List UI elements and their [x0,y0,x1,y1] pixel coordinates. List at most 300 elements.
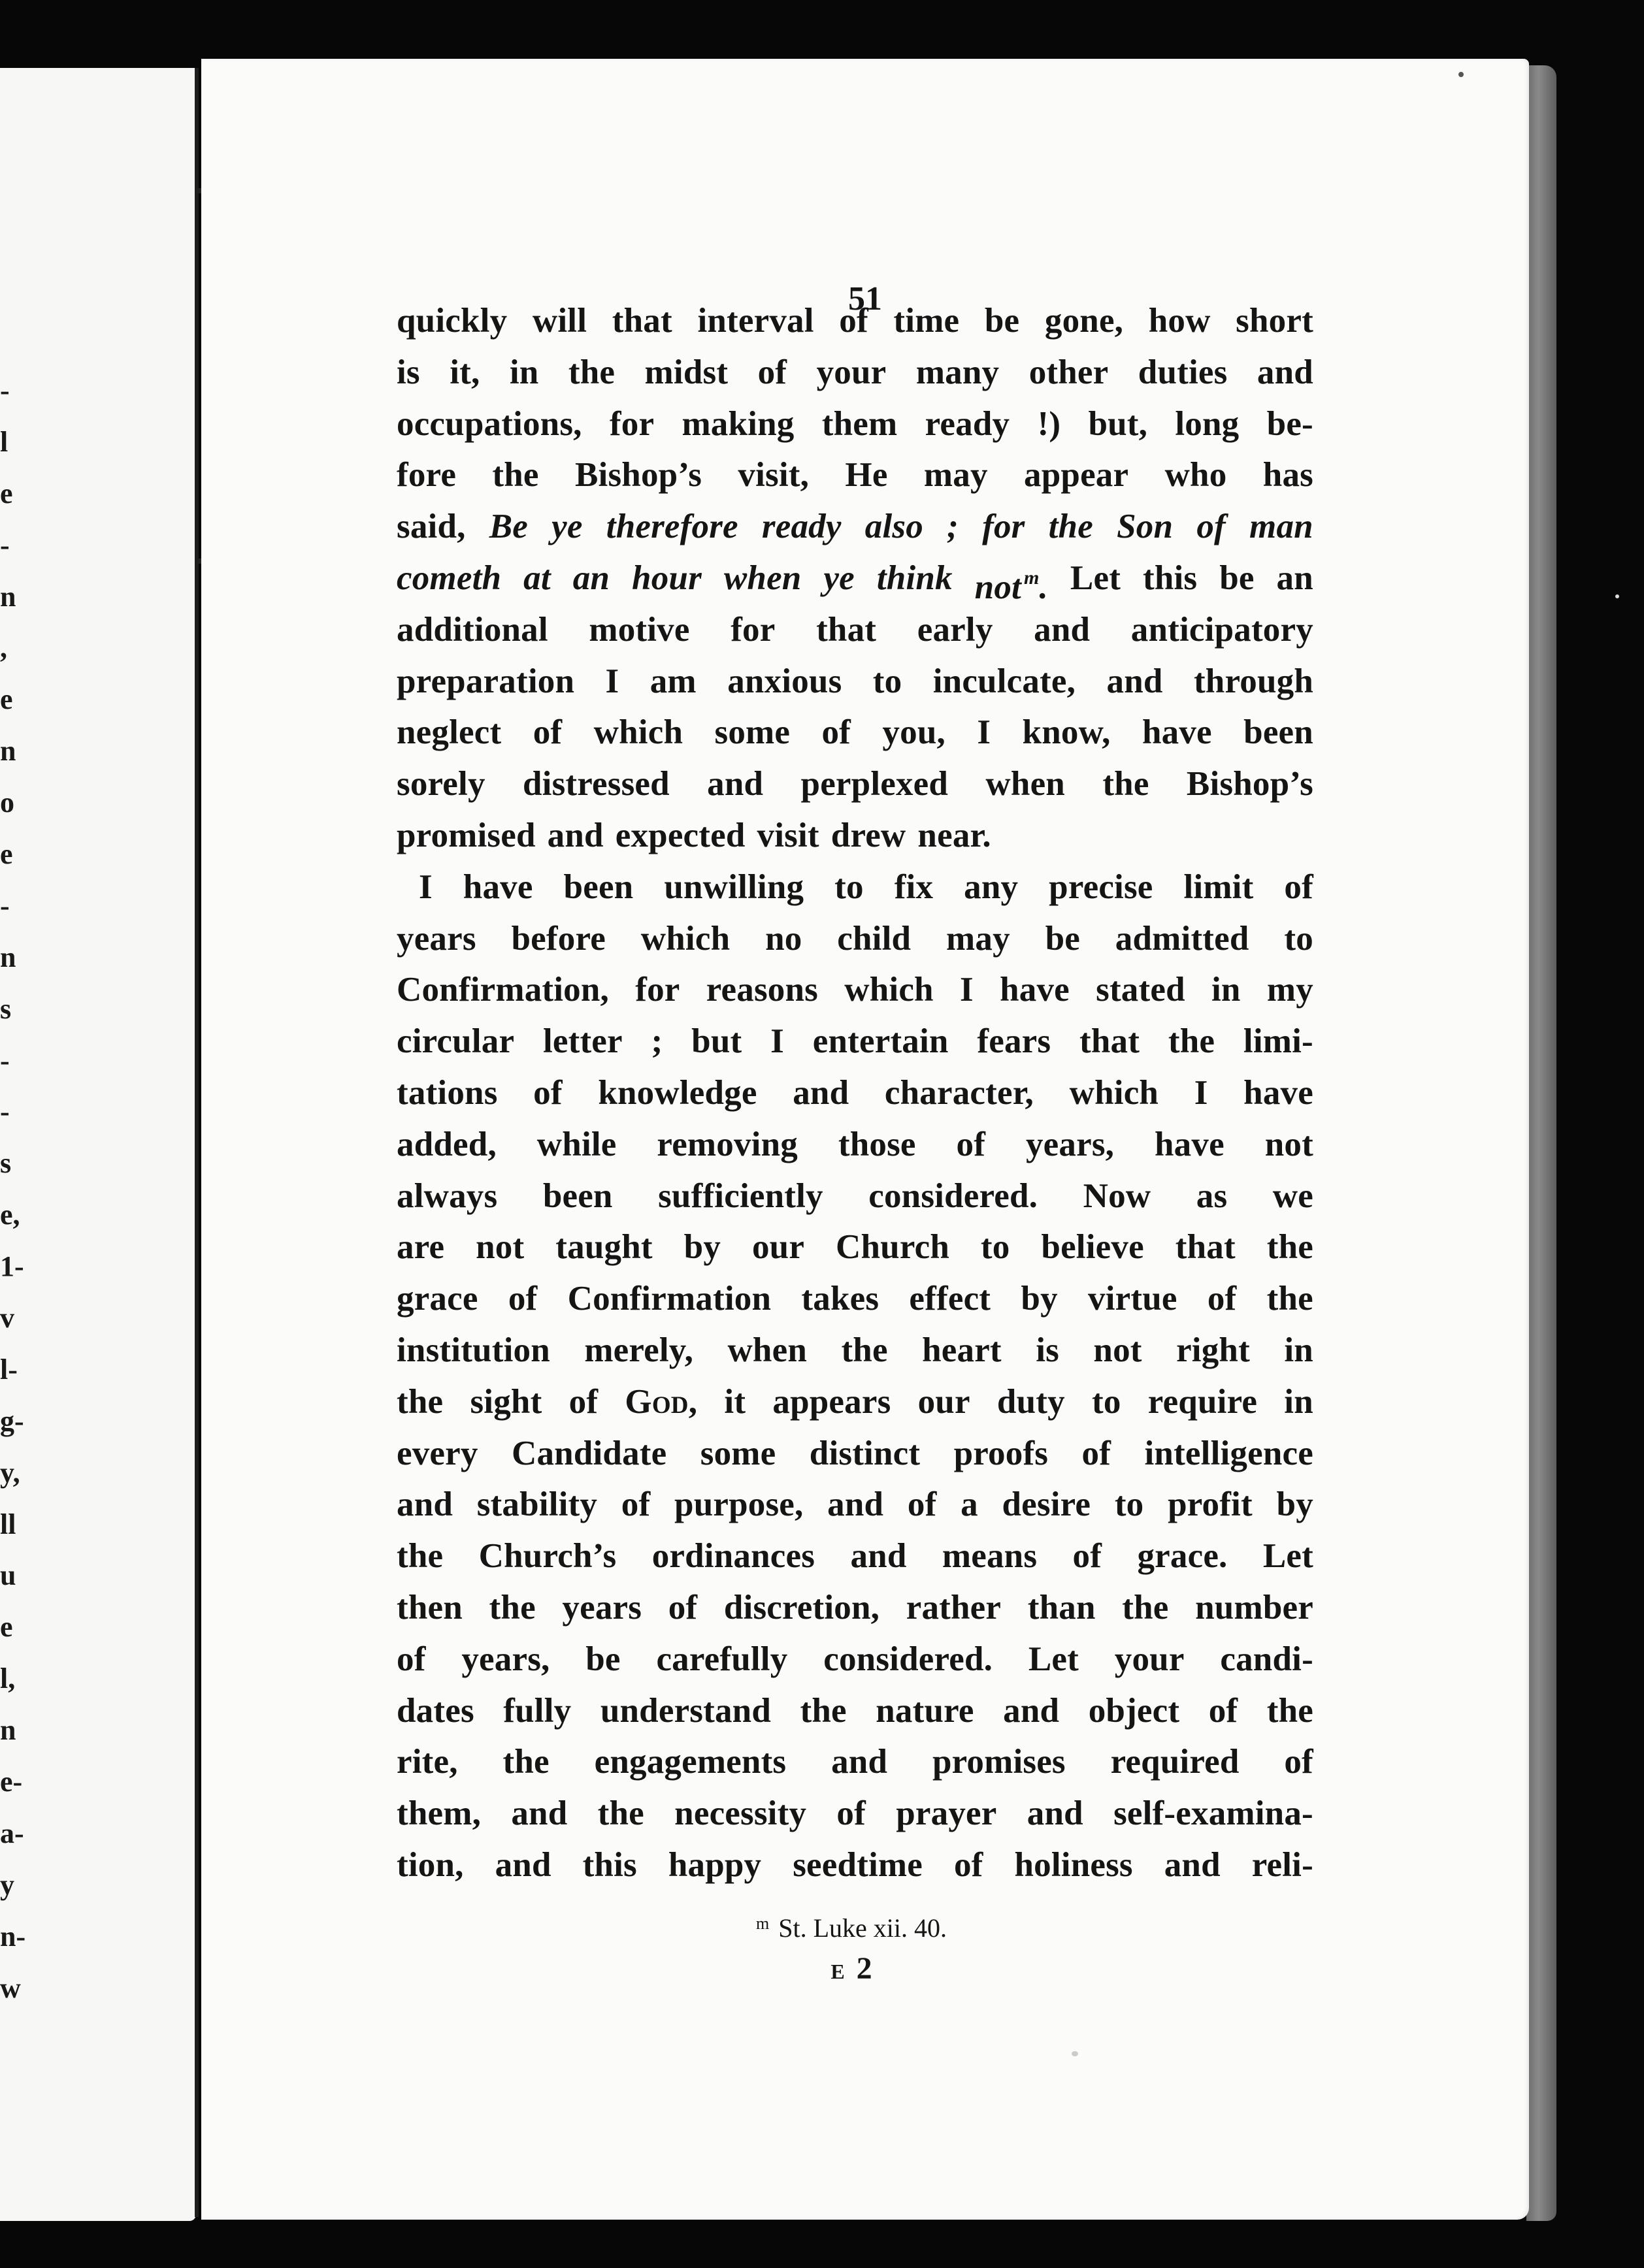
word: carefully [656,1640,788,1678]
word: midst [644,353,729,391]
text-line [397,398,1313,450]
word: for [982,508,1025,546]
word: tion, [397,1845,464,1884]
text-line [397,553,1313,604]
word: the [492,456,539,494]
word: that [1079,1022,1140,1061]
word: for [635,971,680,1009]
word: seedtime [793,1845,923,1884]
word: be [1045,919,1080,958]
word: visit [757,816,819,854]
word: sufficiently [658,1176,823,1215]
word: engagements [594,1743,787,1781]
text-line [397,1222,1313,1273]
word: reli- [1251,1845,1313,1884]
word: motive [589,610,690,649]
word: perplexed [800,765,949,803]
word: gone, [1044,302,1124,340]
word: Let [1262,1537,1313,1576]
text-line [397,501,1313,553]
word: tations [397,1073,498,1112]
word: of [533,713,563,752]
word: your [1114,1640,1185,1678]
text-line [397,810,1313,862]
book-gutter [195,68,199,2217]
word: of [1072,1537,1102,1576]
previous-page-char: e [0,477,13,510]
word: that [816,610,877,649]
word: drew [830,816,906,854]
page-number: 51 [848,280,882,317]
previous-page-char: s [0,1147,12,1180]
word: who [1164,456,1227,494]
word: anticipatory [1130,610,1313,649]
word: early [917,610,993,649]
word: which [844,971,934,1009]
word: my [1266,971,1313,1009]
word: expected [615,816,746,854]
previous-page-char: l [0,425,8,458]
word: of [956,1125,986,1163]
word: ready [761,508,842,546]
word: by [1276,1485,1313,1524]
word: limit [1183,867,1254,906]
word: than [1027,1588,1096,1627]
word: the [1102,765,1149,803]
word: of [508,1280,538,1318]
previous-page-char: n [0,1714,16,1747]
word: how [1148,302,1211,340]
word: ; [651,1022,663,1061]
word: dates [397,1691,474,1730]
word: of [1081,1434,1111,1472]
word: has [1262,456,1313,494]
word: that [1175,1228,1236,1267]
previous-page-edge-text [0,365,26,2015]
footnote-mark: m [755,1914,770,1933]
word: in [1284,1382,1313,1421]
word: considered. [823,1640,993,1678]
word: some [700,1434,776,1472]
word: knowledge [598,1073,757,1112]
word: circular [397,1022,515,1061]
word: have [1000,971,1070,1009]
text-line [397,1634,1313,1685]
word: of [757,353,787,391]
scan-dust [1458,72,1464,77]
word: the [1168,1022,1215,1061]
word: , [688,1382,698,1421]
word: think [876,559,953,597]
previous-page-char: - [0,1044,10,1077]
word: appear [1024,456,1129,494]
word: may [946,919,1010,958]
text-line [397,1736,1313,1788]
word: appears [772,1382,891,1421]
text-line [397,1376,1313,1428]
word: merely, [584,1331,694,1369]
previous-page-char: n [0,735,16,768]
word: fears [977,1022,1051,1061]
word: years [397,919,476,958]
word: and [707,765,764,803]
word: stability [476,1485,598,1524]
word: near. [917,816,991,854]
word: Now [1083,1176,1151,1215]
word: you, [882,713,945,752]
word: and [1106,662,1163,700]
previous-page-char: g- [0,1404,24,1437]
word: to [872,662,902,700]
word: be- [1266,404,1313,443]
text-line [397,1428,1313,1480]
text-line [397,862,1313,913]
word: years, [461,1640,550,1678]
word: virtue [1088,1280,1177,1318]
word: and [547,816,604,854]
word: self-examina- [1113,1794,1313,1833]
word: the [1266,1228,1313,1267]
text-line [397,347,1313,398]
word: of [1284,1743,1313,1781]
word: but [691,1022,742,1061]
text-line [397,1119,1313,1171]
signature-letter: E [830,1960,845,1983]
word: the [502,1743,550,1781]
word: inculcate, [932,662,1076,700]
word: ready [925,404,1010,443]
word: our [917,1382,970,1421]
word: . [1039,568,1048,606]
word: for [731,610,776,649]
word: an [1276,559,1313,597]
word: ; [947,508,959,546]
word: some [714,713,791,752]
word: and [397,1485,453,1524]
word: reasons [706,971,818,1009]
word: stated [1096,971,1185,1009]
word: ye [551,508,583,546]
word: be [585,1640,621,1678]
scan-dust [1072,2051,1078,2056]
text-line [397,1479,1313,1531]
word: I [419,867,433,906]
word: number [1195,1588,1313,1627]
word: holiness [1014,1845,1133,1884]
word: sight [470,1382,542,1421]
word: been [563,867,634,906]
text-line [397,707,1313,758]
word: have [1142,713,1212,752]
word: rite, [397,1743,458,1781]
word: the [397,1382,444,1421]
previous-page-char: l, [0,1662,16,1695]
word: I [1194,1073,1208,1112]
word: in [1284,1331,1313,1369]
text-line [397,1067,1313,1119]
previous-page-char: y [0,1868,14,1901]
word: and [1164,1845,1221,1884]
word: of [1207,1280,1237,1318]
word: added, [397,1125,497,1163]
word: any [964,867,1019,906]
text-line [397,1685,1313,1737]
previous-page-char: n [0,941,16,973]
text-line [397,295,1313,347]
text-line [397,1582,1313,1634]
previous-page-char: - [0,1095,10,1128]
word: required [1110,1743,1240,1781]
word: Let [1070,559,1121,597]
word: is [1036,1331,1059,1369]
previous-page-char: o [0,786,14,819]
word: our [751,1228,805,1267]
previous-page-char: - [0,374,10,406]
word: ordinances [651,1537,815,1576]
word: hour [632,559,702,597]
word: while [536,1125,617,1163]
word: always [397,1176,498,1215]
word: in [509,353,539,391]
page-edge-stack [1526,65,1556,2221]
previous-page-char: n [0,580,16,613]
word: this [582,1845,637,1884]
word: Be [489,508,529,546]
word: desire [1002,1485,1091,1524]
word: effect [909,1280,991,1318]
word: Church [836,1228,949,1267]
word: of [907,1485,937,1524]
word: and [495,1845,551,1884]
word: the [568,353,616,391]
word: object [1088,1691,1180,1730]
footnote-text: St. Luke xii. 40. [778,1913,947,1943]
word: been [542,1176,613,1215]
word: be [1219,559,1255,597]
word: !) [1037,404,1061,443]
word: for [609,404,655,443]
word: to [980,1228,1010,1267]
word: distressed [522,765,670,803]
printer-signature [201,1949,1502,1991]
word: God, [625,1376,697,1428]
previous-page-char: a- [0,1817,24,1849]
word: taught [555,1228,653,1267]
word: the [397,1537,444,1576]
word: then [397,1588,463,1627]
previous-page-char: e, [0,1199,20,1231]
word: long [1175,404,1240,443]
word: duty [996,1382,1065,1421]
word: will [532,302,587,340]
word: short [1236,302,1313,340]
word: by [683,1228,721,1267]
text-line [397,1273,1313,1325]
word: it [724,1382,746,1421]
word: been [1243,713,1313,752]
word: proofs [953,1434,1049,1472]
word: man [1249,508,1313,546]
word: distinct [809,1434,921,1472]
word: said, [397,508,466,546]
previous-page-char: e [0,683,13,716]
word: additional [397,610,548,649]
scan-dust [1615,594,1619,598]
word: cometh [397,559,502,597]
word: Bishop’s [574,456,702,494]
word: prayer [896,1794,997,1833]
word: necessity [674,1794,807,1833]
word: interval [697,302,814,340]
word: which [1069,1073,1159,1112]
word: and [1003,1691,1060,1730]
previous-page-char: u [0,1559,16,1592]
body-text [397,295,1313,1891]
word: of [533,1073,563,1112]
word: no [765,919,802,958]
word: means [942,1537,1038,1576]
word: nature [876,1691,974,1730]
text-line [397,913,1313,965]
word: Let [1028,1640,1079,1678]
word: grace [397,1280,478,1318]
word: to [1114,1485,1144,1524]
previous-page-char: 1- [0,1250,24,1283]
word: and [827,1485,884,1524]
previous-page-char: w [0,1971,21,2004]
word: considered. [868,1176,1038,1215]
word: duties [1138,353,1228,391]
word: of [953,1845,983,1884]
word: to [1284,919,1313,958]
word: Confirmation, [397,971,609,1009]
word: making [682,404,795,443]
word: the [1266,1691,1313,1730]
previous-page-char: , [0,632,7,664]
word: He [845,456,888,494]
word: when [727,1331,808,1369]
footnote-reference: m [1023,566,1040,589]
text-line [397,758,1313,810]
word: but, [1088,404,1148,443]
word: may [923,456,988,494]
word: it, [450,353,480,391]
word: by [1021,1280,1058,1318]
word: intelligence [1144,1434,1313,1472]
word: Bishop’s [1186,765,1313,803]
text-line [397,449,1313,501]
word: of [839,302,868,340]
previous-page-char: s [0,992,12,1025]
word: heart [922,1331,1002,1369]
word: require [1147,1382,1258,1421]
word: have [1243,1073,1313,1112]
word: fully [503,1691,572,1730]
previous-page-char: - [0,889,10,922]
word: purpose, [674,1485,804,1524]
word: which [593,713,683,752]
word: them [821,404,898,443]
word: I [605,662,619,700]
word: the [1048,508,1093,546]
previous-page [0,68,196,2221]
word: of [821,713,851,752]
word: the [800,1691,847,1730]
word: profit [1168,1485,1253,1524]
text-line [397,1531,1313,1582]
previous-page-char: e- [0,1766,23,1798]
previous-page-char: n- [0,1920,26,1952]
word: years [562,1588,642,1627]
word: every [397,1434,478,1472]
word: believe [1041,1228,1144,1267]
word: not $^m$. [975,553,1048,604]
word: rather [906,1588,1002,1627]
word: them, [397,1794,482,1833]
word: and [511,1794,568,1833]
word: we [1272,1176,1313,1215]
word: am [649,662,697,700]
word: preparation [397,662,575,700]
previous-page-char: - [0,528,10,561]
word: understand [600,1691,772,1730]
word: fore [397,456,457,494]
word: of [836,1794,866,1833]
word: of [1196,508,1226,546]
word: and [1257,353,1313,391]
word: fix [894,867,934,906]
word: takes [801,1280,880,1318]
word: as [1196,1176,1228,1215]
word: in [1211,971,1241,1009]
word: have [463,867,533,906]
word: and [1034,610,1091,649]
word: of [568,1382,599,1421]
word: before [511,919,606,958]
word: be [984,302,1020,340]
text-line [397,964,1313,1016]
word: letter [542,1022,623,1061]
text-line [397,656,1313,707]
word: I [977,713,991,752]
text-line [397,1171,1313,1222]
word: your [816,353,887,391]
word: quickly [397,302,508,340]
word: right [1176,1331,1250,1369]
word: know, [1022,713,1111,752]
word: when [985,765,1065,803]
word: time [893,302,960,340]
text-line [397,604,1313,656]
word: have [1155,1125,1225,1163]
word: child [837,919,912,958]
word: unwilling [664,867,804,906]
word: sorely [397,765,485,803]
word: and [831,1743,888,1781]
word: a [961,1485,978,1524]
word: through [1193,662,1313,700]
word: that [612,302,672,340]
word: precise [1049,867,1153,906]
signature-number: 2 [856,1951,872,1986]
word: occupations, [397,404,582,443]
text-line [397,1016,1313,1067]
word: the [489,1588,536,1627]
word: Son [1117,508,1174,546]
word: when [723,559,802,597]
word: anxious [727,662,842,700]
word: of [397,1640,426,1678]
